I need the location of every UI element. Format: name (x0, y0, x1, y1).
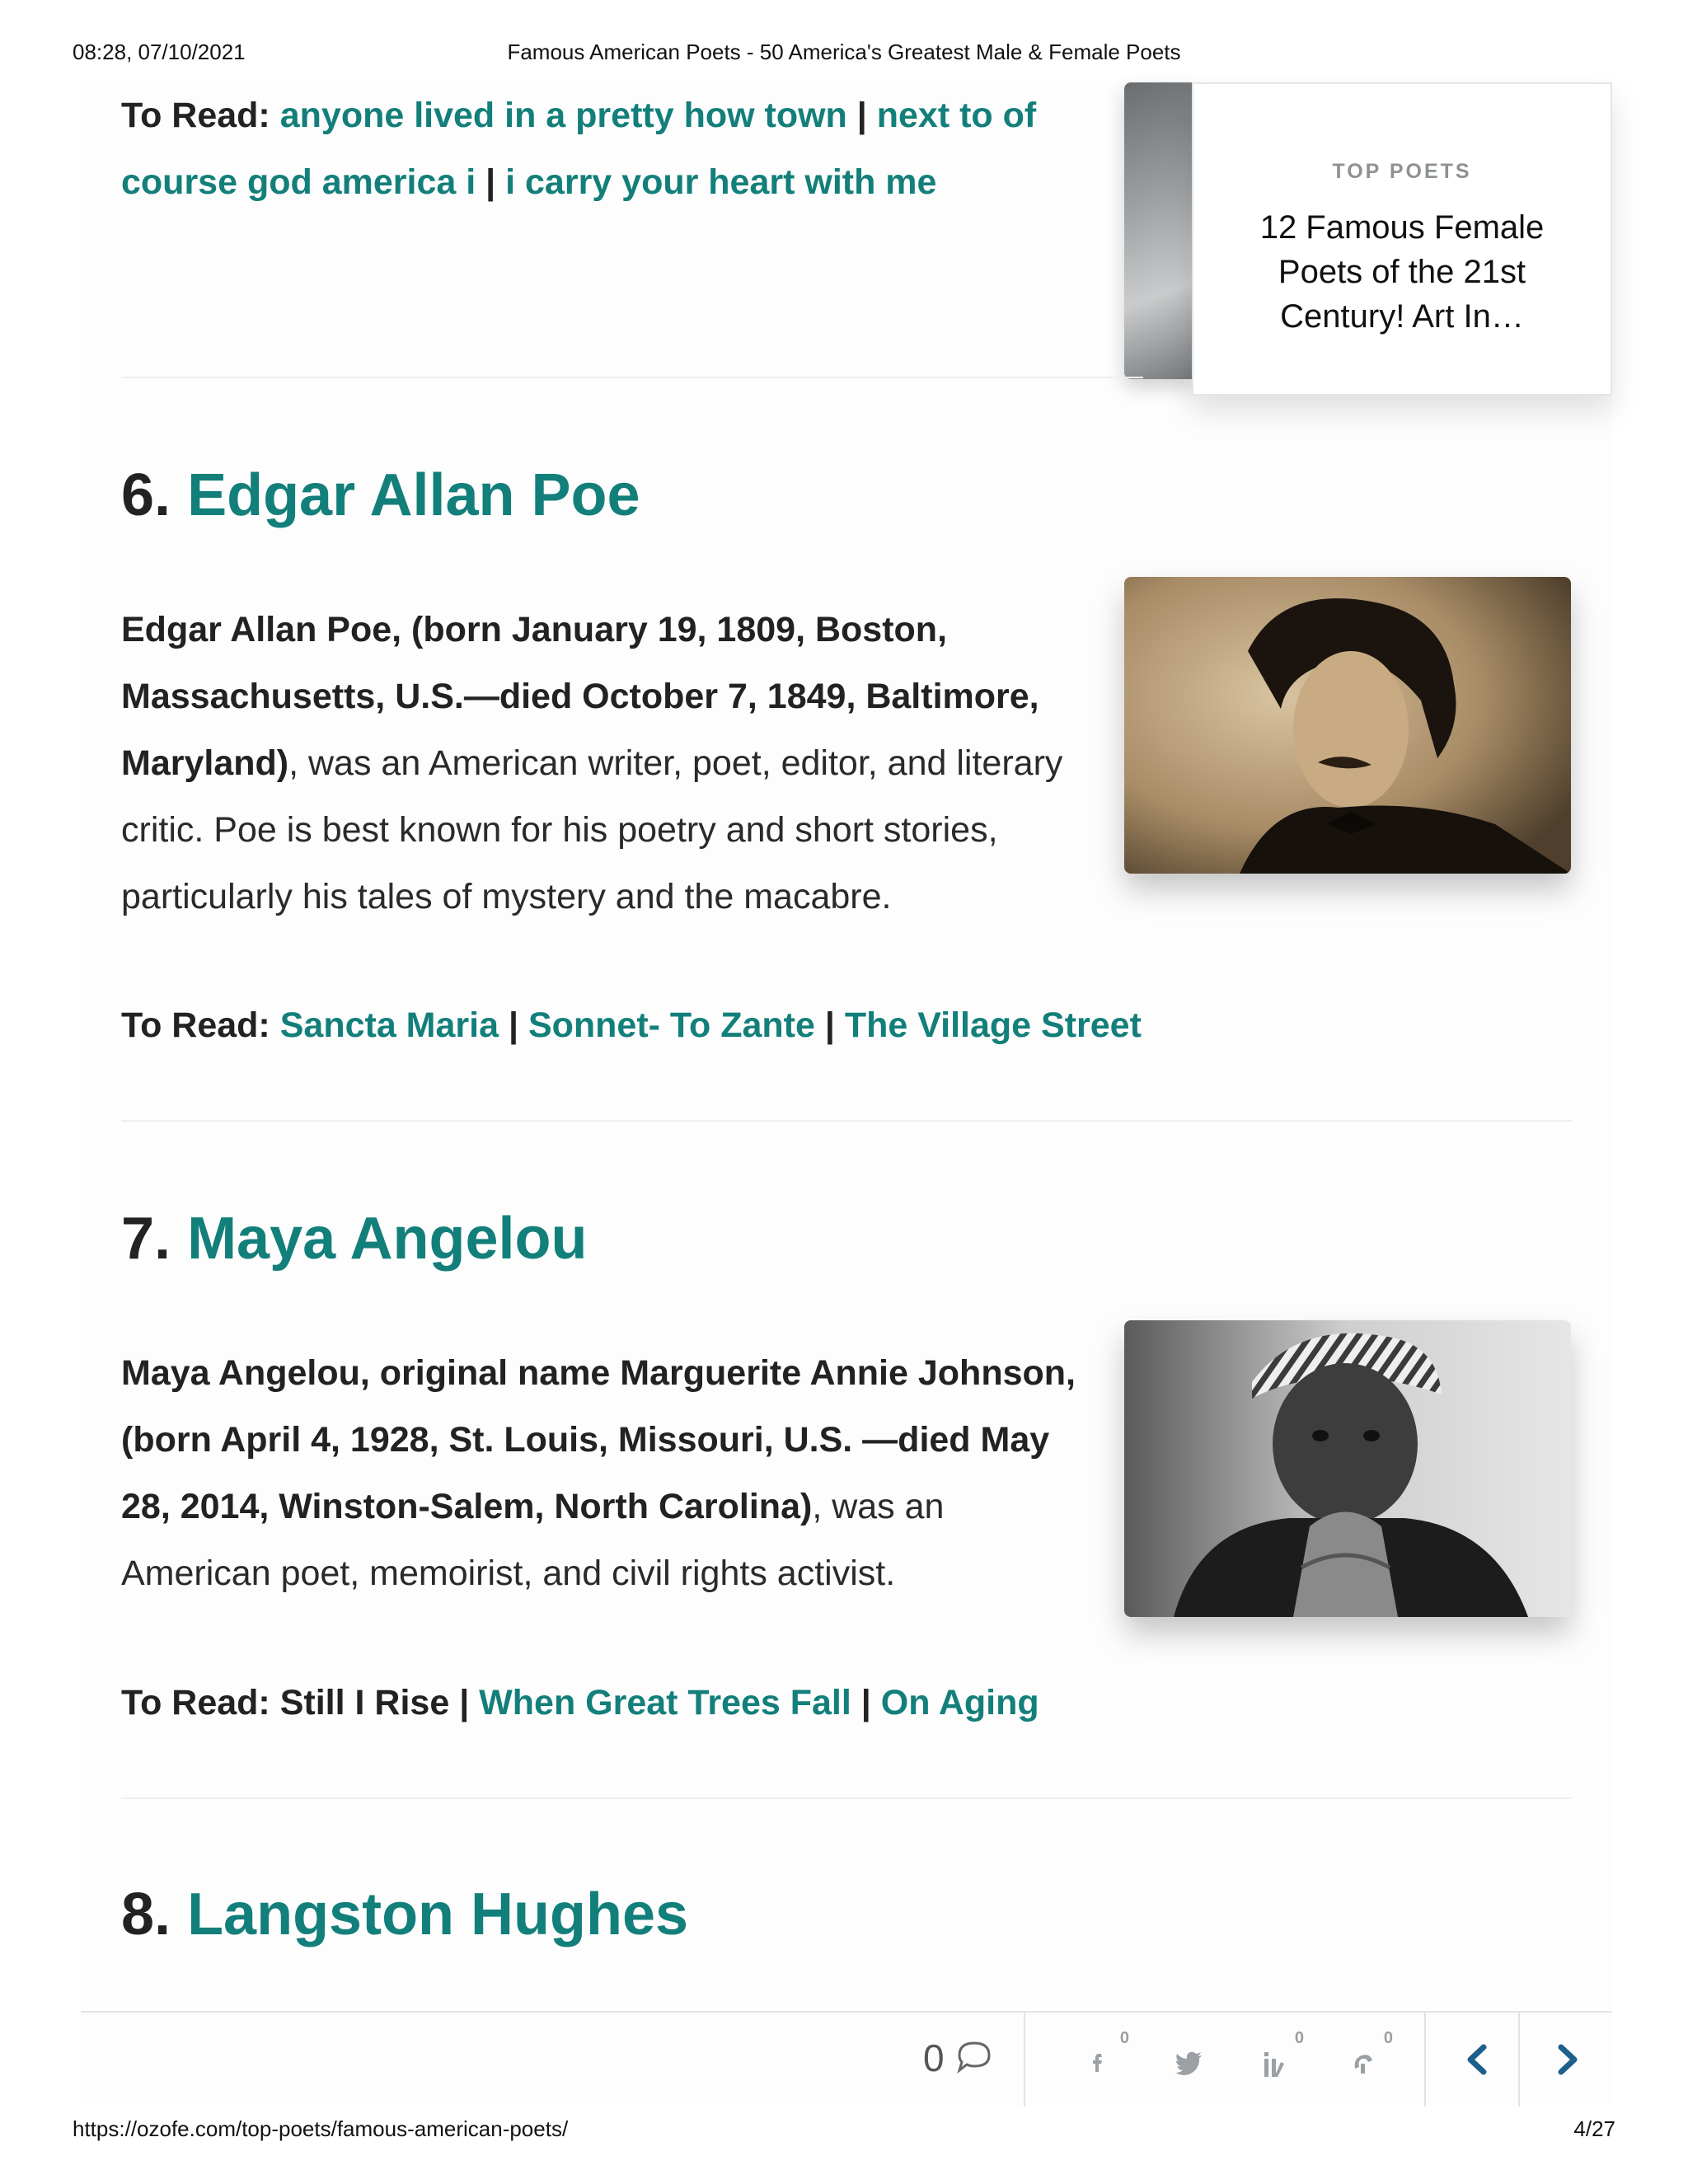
twitter-share-button[interactable] (1167, 2036, 1217, 2085)
previous-to-read (121, 82, 1077, 216)
poet-name-link[interactable]: Langston Hughes (187, 1882, 689, 1947)
related-card-thumbnail[interactable] (1124, 82, 1193, 379)
read-link-sonnet-to-zante[interactable]: Sonnet- To Zante (528, 1005, 815, 1045)
related-card[interactable] (1192, 82, 1612, 396)
to-read-6 (121, 1001, 1142, 1050)
pinterest-icon (1261, 2050, 1286, 2079)
read-link-pretty-how-town[interactable]: anyone lived in a pretty how town (279, 96, 847, 135)
to-read-label: To Read: (121, 96, 270, 135)
share-count: 0 (1119, 2029, 1129, 2047)
previous-page-button[interactable] (1452, 2034, 1503, 2085)
print-page-title: Famous American Poets - 50 America's Greatest Male & Female Poets (507, 40, 1181, 64)
page-number: 4/27 (1573, 2116, 1615, 2141)
poet-heading-7 (121, 1205, 587, 1272)
facebook-share-button[interactable] (1078, 2029, 1129, 2085)
read-link-sancta-maria[interactable]: Sancta Maria (279, 1005, 499, 1045)
separator: | (459, 1683, 470, 1722)
poet-bio-bold: Maya Angelou, original name Marguerite Annie Johnson, (born April 4, 1928, St. Louis, Missouri, U.S. —died May 28, 2014, Winston-Salem, North Carolina) (121, 1353, 1076, 1526)
chevron-left-icon (1452, 2034, 1503, 2085)
facebook-icon (1086, 2050, 1111, 2075)
poet-heading-8 (121, 1881, 688, 1948)
separator: | (824, 1005, 835, 1045)
separator: | (508, 1005, 518, 1045)
action-separator (1518, 2013, 1520, 2107)
poet-name-link[interactable]: Maya Angelou (187, 1206, 588, 1272)
poet-bio-text: , was an American poet, memoirist, and civil rights activist. (121, 1487, 945, 1593)
print-header (0, 40, 1688, 69)
reddit-icon (1350, 2050, 1376, 2077)
poet-number: 6. (121, 462, 171, 528)
poet-photo-poe (1124, 577, 1571, 874)
section-divider (121, 377, 1143, 378)
print-datetime: 08:28, 07/10/2021 (73, 40, 246, 64)
poet-bio-text: , was an American writer, poet, editor, and literary critic. Poe is best known for his poetry and short stories, particularly his tales of mystery and the macabre. (121, 743, 1063, 916)
section-divider (121, 1797, 1572, 1799)
read-link-when-great-trees-fall[interactable]: When Great Trees Fall (479, 1683, 851, 1722)
poet-number: 8. (121, 1882, 171, 1947)
poet-bio-bold: Edgar Allan Poe, (born January 19, 1809, Boston, Massachusetts, U.S.—died October 7, 1849, Baltimore, Maryland) (121, 610, 1039, 783)
poet-heading-6 (121, 462, 640, 529)
share-count: 0 (1294, 2029, 1304, 2047)
next-page-button[interactable] (1541, 2034, 1592, 2085)
poet-bio-7 (121, 1340, 1085, 1607)
pinterest-share-button[interactable] (1253, 2029, 1304, 2085)
separator: | (485, 162, 496, 202)
angelou-portrait (1124, 1320, 1571, 1617)
share-action-bar (81, 2011, 1612, 2105)
share-count: 0 (1383, 2029, 1393, 2047)
poet-bio-6 (121, 597, 1085, 930)
comment-count[interactable]: 0 (923, 2036, 945, 2079)
twitter-icon (1175, 2050, 1203, 2075)
to-read-7 (121, 1678, 1039, 1727)
related-card-title[interactable]: 12 Famous Female Poets of the 21st Century! Art In… (1259, 209, 1545, 335)
action-separator (1424, 2013, 1426, 2107)
chevron-right-icon (1541, 2034, 1592, 2085)
poet-name-link[interactable]: Edgar Allan Poe (187, 462, 640, 528)
read-link-carry-your-heart[interactable]: i carry your heart with me (505, 162, 937, 202)
poet-number: 7. (121, 1206, 171, 1272)
read-link-next-to-of-course[interactable]: next to of course god america i (121, 96, 1037, 202)
read-link-on-aging[interactable]: On Aging (880, 1683, 1039, 1722)
page-url: https://ozofe.com/top-poets/famous-american-poets/ (73, 2116, 569, 2141)
to-read-label: To Read: (121, 1683, 270, 1722)
separator: | (856, 96, 867, 135)
related-card-label: TOP POETS (1332, 160, 1472, 183)
section-divider (121, 1120, 1572, 1122)
read-title-still-i-rise: Still I Rise (279, 1683, 450, 1722)
poe-portrait (1124, 577, 1571, 874)
to-read-label: To Read: (121, 1005, 270, 1045)
poet-photo-angelou (1124, 1320, 1571, 1617)
read-link-village-street[interactable]: The Village Street (844, 1005, 1142, 1045)
reddit-share-button[interactable] (1342, 2029, 1393, 2085)
separator: | (860, 1683, 871, 1722)
comment-icon[interactable] (954, 2039, 994, 2079)
action-separator (1024, 2013, 1025, 2107)
